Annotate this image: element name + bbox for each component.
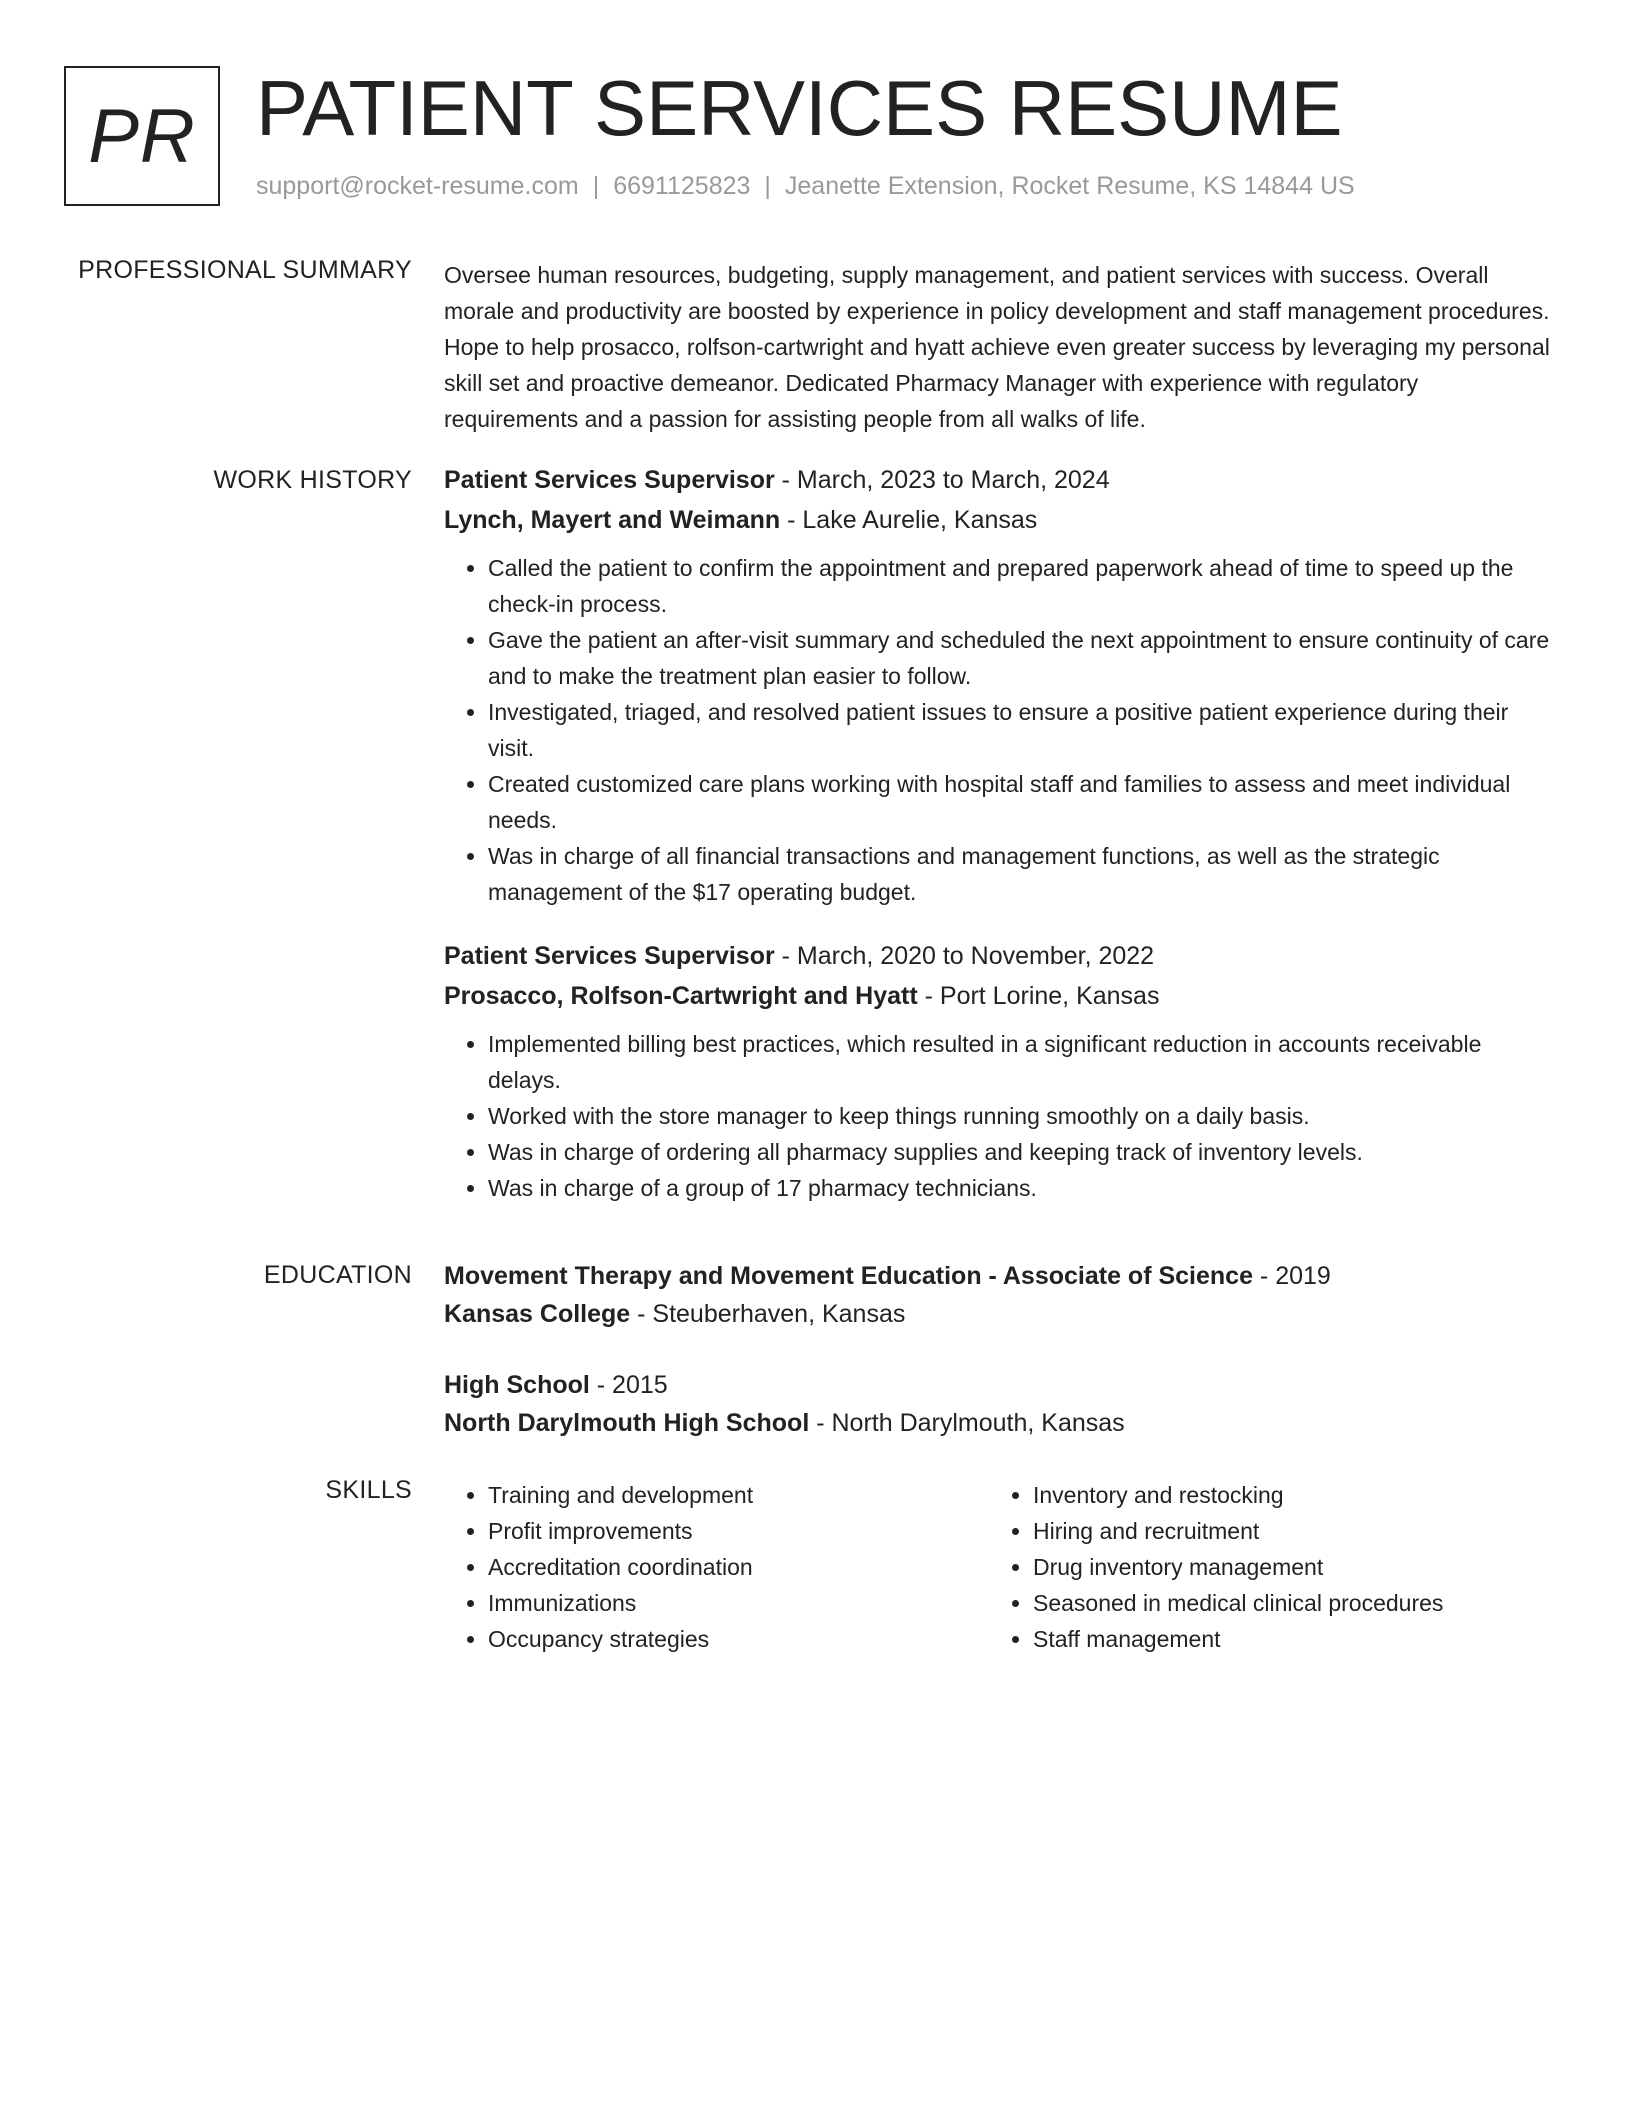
job-dates: - March, 2020 to November, 2022 — [774, 942, 1155, 970]
education-school: North Darylmouth High School — [444, 1409, 810, 1437]
work-history-body — [444, 460, 1556, 1206]
skills-column-left — [444, 1477, 964, 1657]
list-item: • Was in charge of all financial transactions and management functions, as well as the strategic management of the $17 operating budget. — [488, 838, 1556, 910]
contact-phone: 6691125823 — [613, 172, 751, 200]
job-title-line — [444, 936, 1556, 976]
education-degree-line — [444, 1366, 1556, 1404]
list-item: • Investigated, triaged, and resolved patient issues to ensure a positive patient experience during their visit. — [488, 694, 1556, 766]
job-bullets — [444, 1026, 1556, 1206]
job-bullets — [444, 550, 1556, 910]
skills-body — [444, 1477, 1556, 1677]
education-entry — [444, 1366, 1556, 1442]
job-company-line — [444, 500, 1556, 540]
education-body — [444, 1257, 1556, 1442]
job-company-line — [444, 976, 1556, 1016]
job-title: Patient Services Supervisor — [444, 942, 775, 970]
education-year: - 2015 — [589, 1371, 668, 1399]
skills-list — [989, 1477, 1509, 1657]
skills-label: SKILLS — [325, 1476, 412, 1504]
contact-separator: | — [592, 172, 600, 200]
list-item: • Accreditation coordination — [488, 1549, 964, 1585]
list-item: • Created customized care plans working with hospital staff and families to assess and meet individual needs. — [488, 766, 1556, 838]
summary-body — [444, 257, 1556, 437]
contact-line — [256, 172, 1355, 201]
education-entry — [444, 1257, 1556, 1333]
job-company: Lynch, Mayert and Weimann — [444, 506, 781, 534]
list-item: • Drug inventory management — [1033, 1549, 1509, 1585]
summary-text: Oversee human resources, budgeting, supply management, and patient services with success. Overall morale and productivity are boosted by experience in policy development and staff management procedures. Hope to help prosacco, rolfson-cartwright and hyatt achieve even greater success by leveraging my personal skill set and proactive demeanor. Dedicated Pharmacy Manager with experience with regulatory requirements and a passion for assisting people from all walks of life. — [444, 262, 1550, 432]
education-label: EDUCATION — [263, 1261, 412, 1289]
list-item: • Called the patient to confirm the appointment and prepared paperwork ahead of time to speed up the check-in process. — [488, 550, 1556, 622]
contact-email: support@rocket-resume.com — [256, 172, 579, 200]
job-dates: - March, 2023 to March, 2024 — [774, 466, 1110, 494]
list-item: • Was in charge of a group of 17 pharmacy technicians. — [488, 1170, 1556, 1206]
education-degree: High School — [444, 1371, 590, 1399]
education-school: Kansas College — [444, 1300, 631, 1328]
job-location: - Port Lorine, Kansas — [917, 982, 1160, 1010]
education-location: - Steuberhaven, Kansas — [630, 1300, 906, 1328]
job-entry — [444, 460, 1556, 910]
education-year: - 2019 — [1252, 1262, 1331, 1290]
list-item: • Occupancy strategies — [488, 1621, 964, 1657]
education-school-line — [444, 1404, 1556, 1442]
list-item: • Training and development — [488, 1477, 964, 1513]
list-item: • Inventory and restocking — [1033, 1477, 1509, 1513]
work-history-label: WORK HISTORY — [213, 466, 412, 494]
list-item: • Staff management — [1033, 1621, 1509, 1657]
list-item: • Hiring and recruitment — [1033, 1513, 1509, 1549]
monogram-badge: PR — [64, 66, 220, 206]
list-item: • Gave the patient an after-visit summary and scheduled the next appointment to ensure continuity of care and to make the treatment plan easier to follow. — [488, 622, 1556, 694]
education-degree-line — [444, 1257, 1556, 1295]
resume-header — [64, 66, 1564, 210]
summary-label: PROFESSIONAL SUMMARY — [78, 256, 412, 284]
education-location: - North Darylmouth, Kansas — [809, 1409, 1125, 1437]
contact-address: Jeanette Extension, Rocket Resume, KS 14844 US — [784, 172, 1355, 200]
job-location: - Lake Aurelie, Kansas — [780, 506, 1038, 534]
page-title: PATIENT SERVICES RESUME — [256, 64, 1343, 152]
contact-separator: | — [764, 172, 771, 200]
job-title: Patient Services Supervisor — [444, 466, 775, 494]
list-item: • Immunizations — [488, 1585, 964, 1621]
list-item: • Implemented billing best practices, which resulted in a significant reduction in accounts receivable delays. — [488, 1026, 1556, 1098]
job-company: Prosacco, Rolfson-Cartwright and Hyatt — [444, 982, 918, 1010]
job-title-line — [444, 460, 1556, 500]
list-item: • Profit improvements — [488, 1513, 964, 1549]
list-item: • Was in charge of ordering all pharmacy supplies and keeping track of inventory levels. — [488, 1134, 1556, 1170]
skills-list — [444, 1477, 964, 1657]
education-school-line — [444, 1295, 1556, 1333]
list-item: • Worked with the store manager to keep things running smoothly on a daily basis. — [488, 1098, 1556, 1134]
job-entry — [444, 936, 1556, 1206]
education-degree: Movement Therapy and Movement Education - Associate of Science — [444, 1262, 1253, 1290]
list-item: • Seasoned in medical clinical procedures — [1033, 1585, 1509, 1621]
skills-column-right — [989, 1477, 1509, 1657]
